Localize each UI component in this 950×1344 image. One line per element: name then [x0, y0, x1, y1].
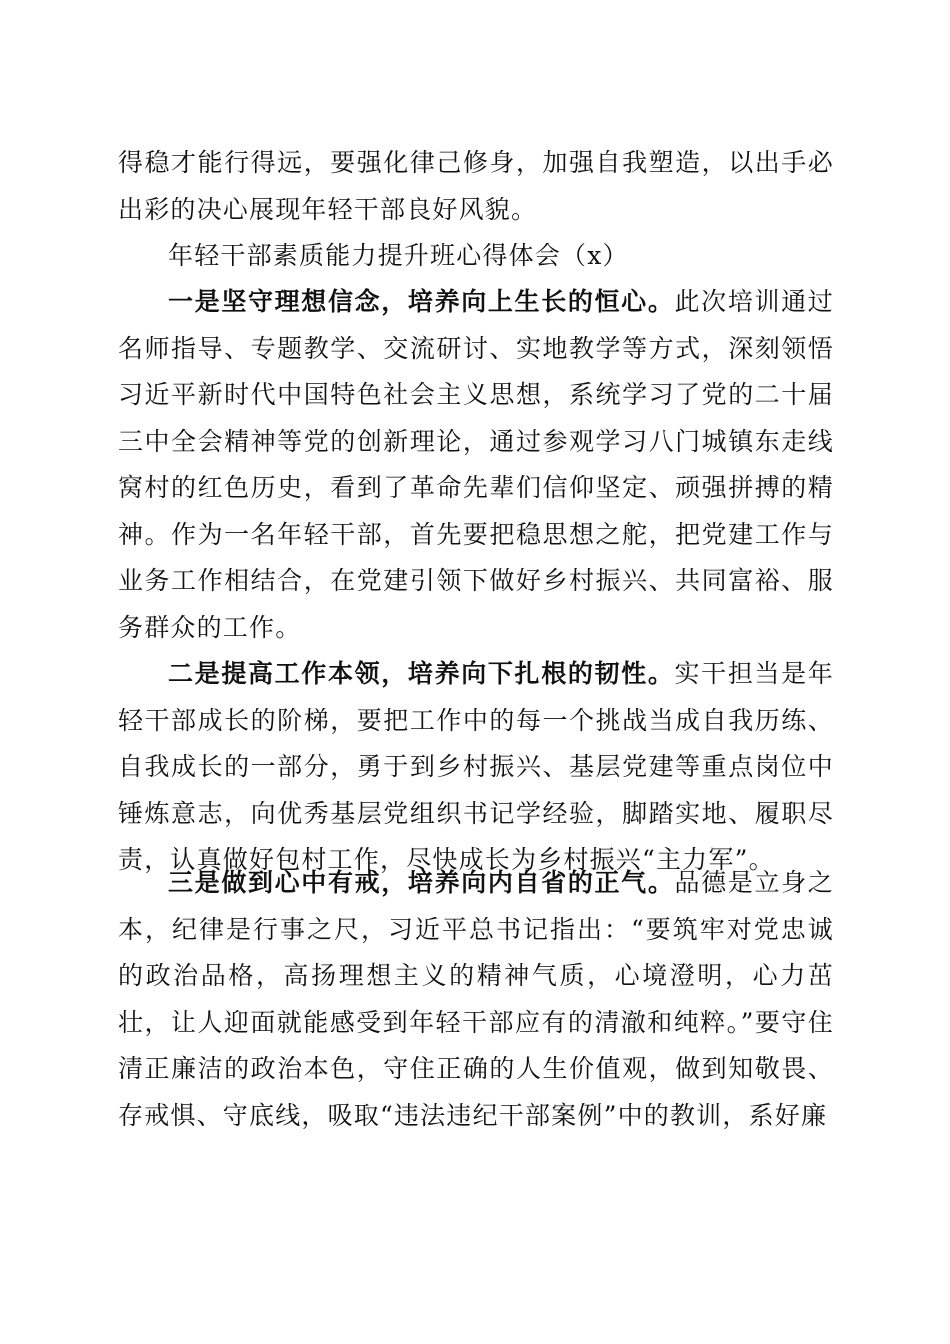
paragraph-1-heading: 一是坚守理想信念，培养向上生长的恒心。 [168, 287, 675, 316]
section-title-block [118, 233, 834, 280]
paragraph-3-heading: 三是做到心中有戒，培养向内自省的正气。 [168, 868, 675, 897]
paragraph-1 [118, 279, 834, 651]
intro-text: 得稳才能行得远，要强化律己修身，加强自我塑造，以出手必出彩的决心展现年轻干部良好风貌。 [118, 148, 834, 224]
paragraph-2 [118, 651, 834, 884]
intro-paragraph [118, 140, 834, 233]
paragraph-1-body: 此次培训通过名师指导、专题教学、交流研讨、实地教学等方式，深刻领悟习近平新时代中国特色社会主义思想，系统学习了党的二十届三中全会精神等党的创新理论，通过参观学习八门城镇东走线窝村的红色历史，看到了革命先辈们信仰坚定、顽强拼搏的精神。作为一名年轻干部，首先要把稳思想之舵，把党建工作与业务工作相结合，在党建引领下做好乡村振兴、共同富裕、服务群众的工作。 [118, 287, 834, 642]
paragraph-3 [118, 860, 834, 1139]
paragraph-2-body: 实干担当是年轻干部成长的阶梯，要把工作中的每一个挑战当成自我历练、自我成长的一部分，勇于到乡村振兴、基层党建等重点岗位中锤炼意志，向优秀基层党组织书记学经验，脚踏实地、履职尽责，认真做好包村工作，尽快成长为乡村振兴“主力军”。 [118, 659, 834, 874]
paragraph-2-heading: 二是提高工作本领，培养向下扎根的韧性。 [168, 659, 675, 688]
paragraph-3-body: 品德是立身之本，纪律是行事之尺，习近平总书记指出：“要筑牢对党忠诚的政治品格，高扬理想主义的精神气质，心境澄明，心力茁壮，让人迎面就能感受到年轻干部应有的清澈和纯粹。”要守住清正廉洁的政治本色，守住正确的人生价值观，做到知敬畏、存戒惧、守底线，吸取“违法违纪干部案例”中的教训，系好廉 [118, 868, 834, 1130]
section-title: 年轻干部素质能力提升班心得体会（x） [168, 241, 629, 270]
